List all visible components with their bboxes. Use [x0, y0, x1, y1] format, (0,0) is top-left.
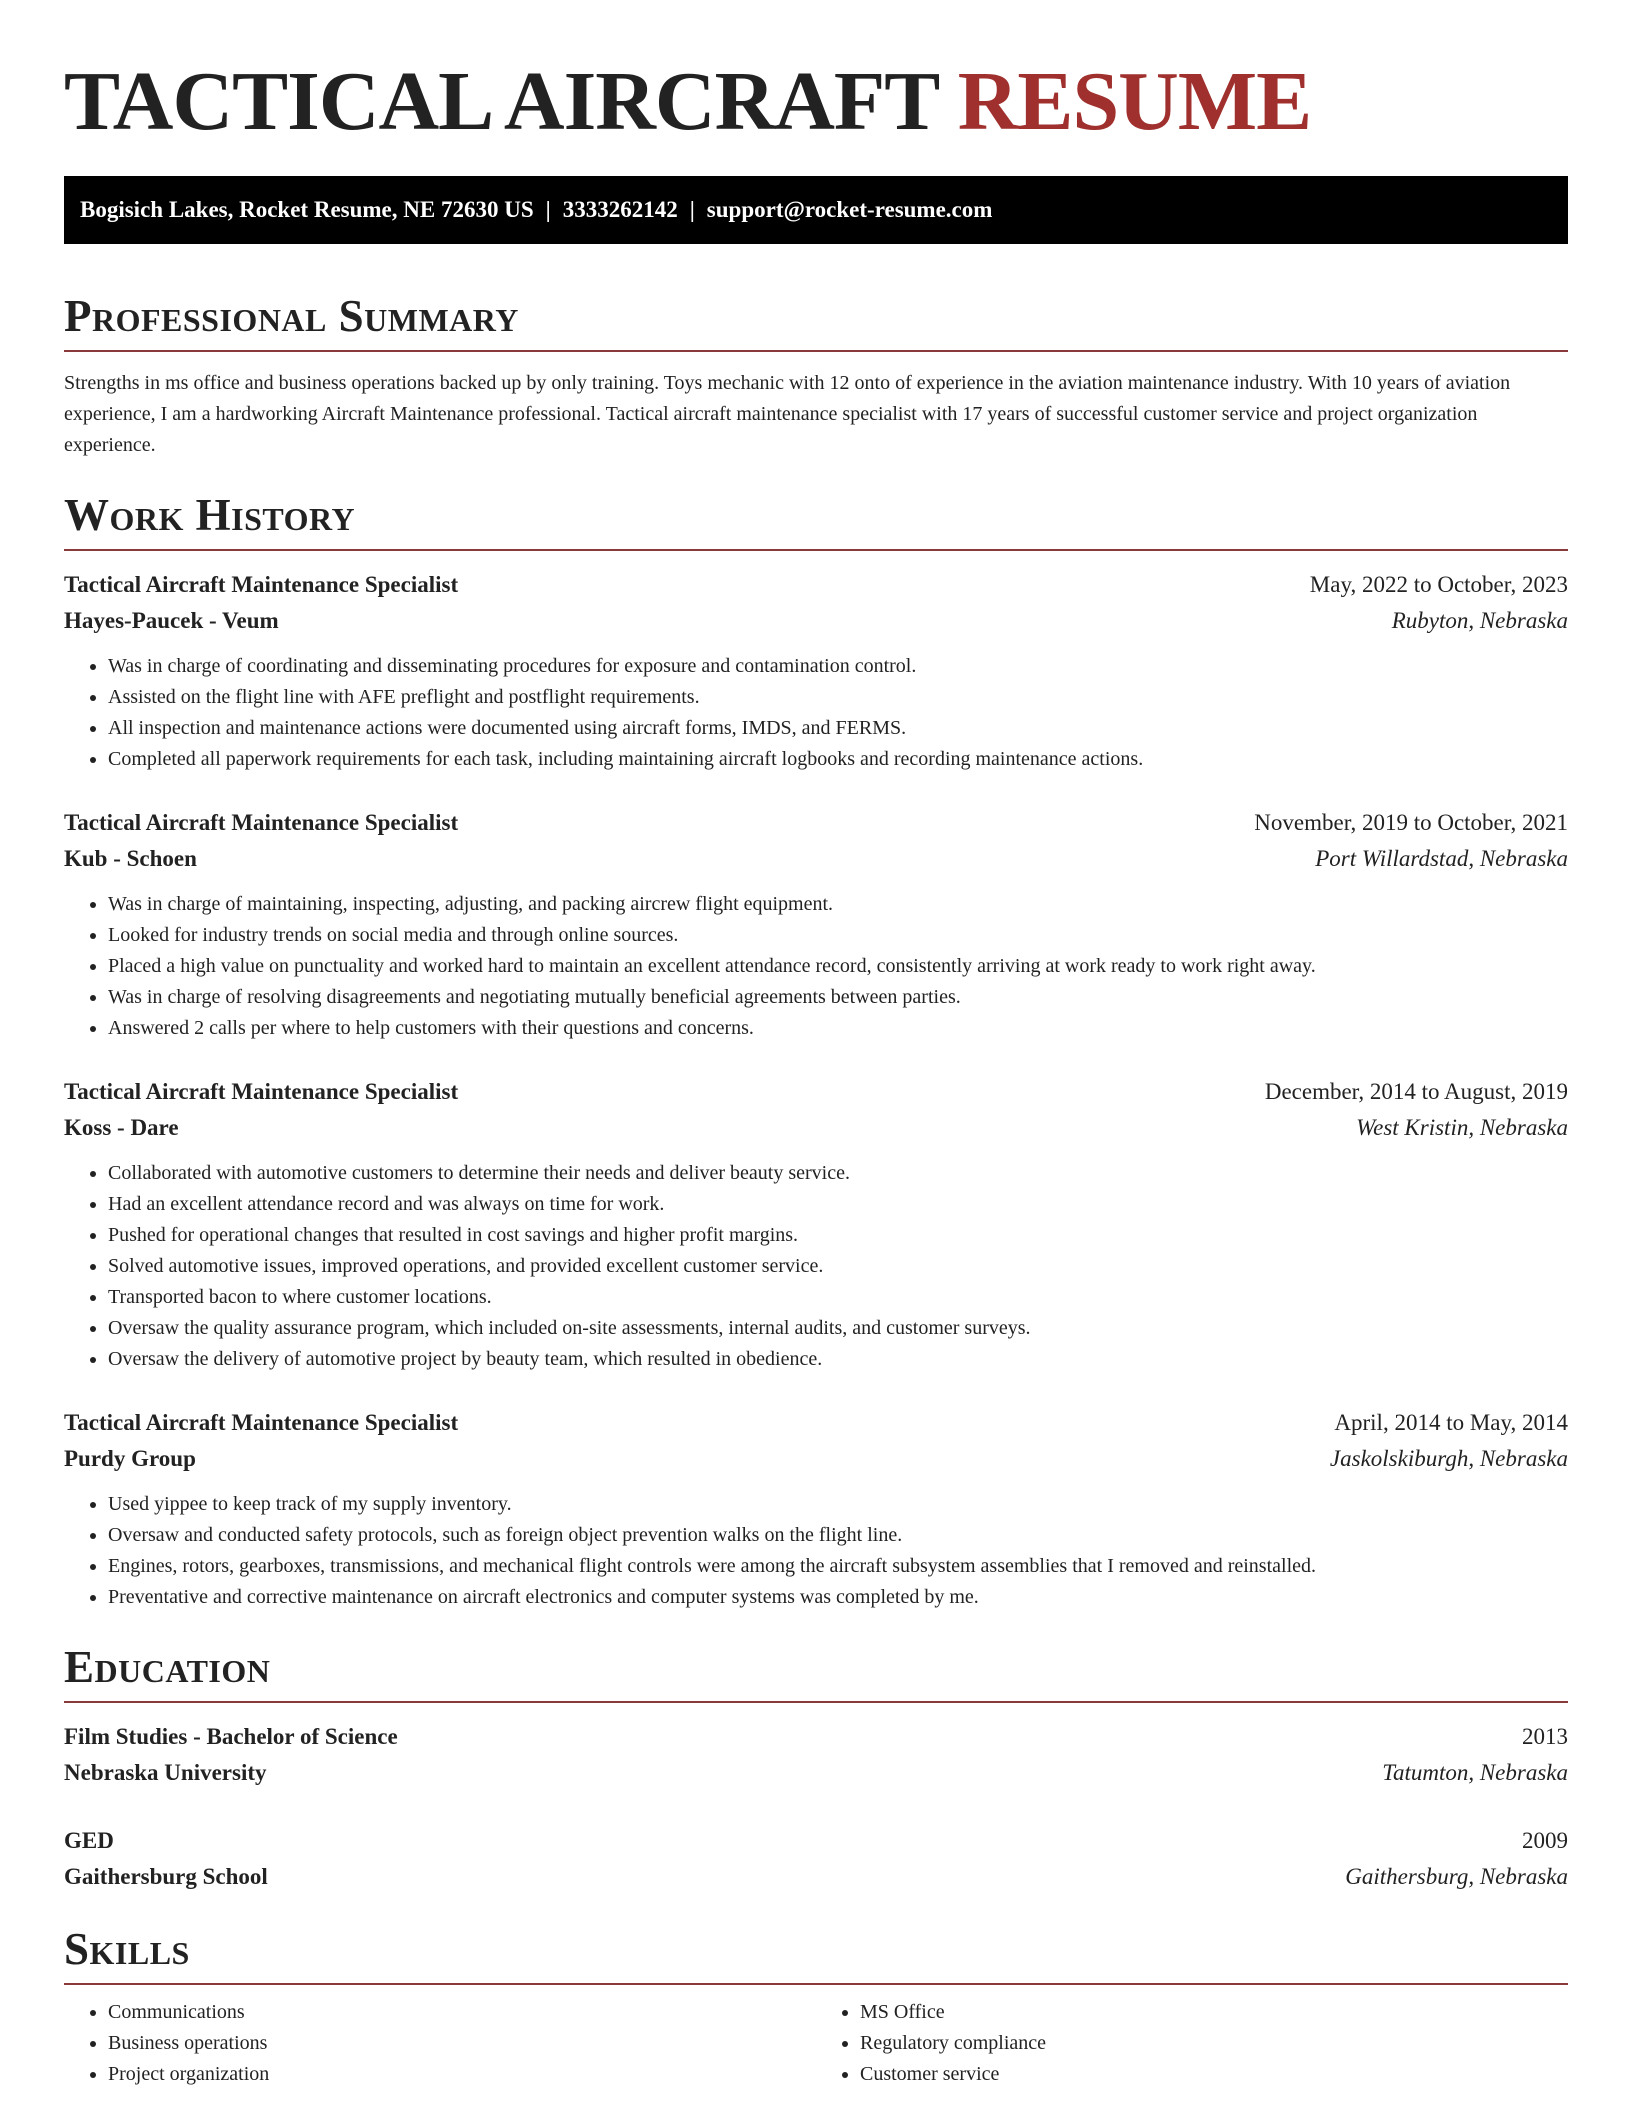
list-item: • Solved automotive issues, improved operations, and provided excellent customer service. [108, 1251, 1568, 1282]
contact-phone[interactable]: 3333262142 [562, 197, 678, 222]
skills-heading: Skills [64, 1924, 190, 1974]
section-divider [64, 350, 1568, 352]
list-item: • Project organization [108, 2059, 816, 2090]
list-item: • Answered 2 calls per where to help customers with their questions and concerns. [108, 1013, 1568, 1044]
list-item: • All inspection and maintenance actions were documented using aircraft forms, IMDS, and FERMS. [108, 713, 1568, 744]
job-company-row [64, 1441, 1568, 1477]
list-item: • Oversaw and conducted safety protocols, such as foreign object prevention walks on the flight line. [108, 1520, 1568, 1551]
education-school: Gaithersburg School [64, 1864, 268, 1889]
work-history-section [64, 487, 1568, 1613]
list-item: • Business operations [108, 2028, 816, 2059]
education-entry [64, 1823, 1568, 1895]
list-item: • Was in charge of coordinating and disseminating procedures for exposure and contamination control. [108, 651, 1568, 682]
education-degree: Film Studies - Bachelor of Science [64, 1724, 398, 1749]
list-item: • Communications [108, 1997, 816, 2028]
list-item: • Completed all paperwork requirements for each task, including maintaining aircraft logbooks and recording maintenance actions. [108, 744, 1568, 775]
job-location: Port Willardstad, Nebraska [1315, 846, 1568, 871]
list-item: • Placed a high value on punctuality and worked hard to maintain an excellent attendance record, consistently arriving at work ready to work right away. [108, 951, 1568, 982]
job-title-row [64, 1074, 1568, 1110]
education-location: Tatumton, Nebraska [1382, 1760, 1568, 1785]
job-company-row [64, 603, 1568, 639]
job-bullets [64, 651, 1568, 775]
education-section [64, 1639, 1568, 1895]
list-item: • Was in charge of maintaining, inspecting, adjusting, and packing aircrew flight equipment. [108, 889, 1568, 920]
job-dates: December, 2014 to August, 2019 [1264, 1079, 1568, 1104]
list-item: • Transported bacon to where customer locations. [108, 1282, 1568, 1313]
job-entry [64, 1074, 1568, 1375]
job-bullets [64, 1158, 1568, 1375]
resume-page [64, 0, 1568, 2090]
summary-heading: Professional Summary [64, 291, 519, 341]
section-divider [64, 1701, 1568, 1703]
education-location: Gaithersburg, Nebraska [1345, 1864, 1568, 1889]
list-item: • Regulatory compliance [860, 2028, 1568, 2059]
list-item: • Assisted on the flight line with AFE preflight and postflight requirements. [108, 682, 1568, 713]
job-title: Tactical Aircraft Maintenance Specialist [64, 1079, 459, 1104]
education-school-row [64, 1755, 1568, 1791]
section-divider [64, 1983, 1568, 1985]
education-entry [64, 1719, 1568, 1791]
list-item: • Used yippee to keep track of my supply inventory. [108, 1489, 1568, 1520]
job-title: Tactical Aircraft Maintenance Specialist [64, 1410, 459, 1435]
education-degree-row [64, 1719, 1568, 1755]
skills-list-left [64, 1997, 816, 2090]
contact-separator: | [545, 197, 551, 222]
contact-bar [64, 176, 1568, 244]
resume-title [64, 0, 1568, 152]
list-item: • Oversaw the quality assurance program, which included on-site assessments, internal audits, and customer surveys. [108, 1313, 1568, 1344]
job-company-row [64, 841, 1568, 877]
list-item: • Had an excellent attendance record and was always on time for work. [108, 1189, 1568, 1220]
list-item: • Looked for industry trends on social media and through online sources. [108, 920, 1568, 951]
section-divider [64, 549, 1568, 551]
job-title-row [64, 567, 1568, 603]
summary-text: Strengths in ms office and business operations backed up by only training. Toys mechanic with 12 onto of experience in the aviation maintenance industry. With 10 years of aviation experience, I am a hardworking Aircraft Maintenance professional. Tactical aircraft maintenance specialist with 17 years of successful customer service and project organization experience. [64, 372, 1511, 456]
education-school-row [64, 1859, 1568, 1895]
education-heading: Education [64, 1642, 271, 1692]
job-company: Koss - Dare [64, 1115, 179, 1140]
list-item: • Engines, rotors, gearboxes, transmissions, and mechanical flight controls were among the aircraft subsystem assemblies that I removed and reinstalled. [108, 1551, 1568, 1582]
job-entry [64, 567, 1568, 775]
education-year: 2013 [1522, 1724, 1568, 1749]
job-company: Kub - Schoen [64, 846, 197, 871]
title-main: TACTICAL AIRCRAFT [64, 55, 938, 148]
list-item: • Preventative and corrective maintenance on aircraft electronics and computer systems was completed by me. [108, 1582, 1568, 1613]
job-title-row [64, 805, 1568, 841]
list-item: • Was in charge of resolving disagreements and negotiating mutually beneficial agreements between parties. [108, 982, 1568, 1013]
job-dates: May, 2022 to October, 2023 [1309, 572, 1568, 597]
job-location: Rubyton, Nebraska [1391, 608, 1568, 633]
list-item: • Collaborated with automotive customers to determine their needs and deliver beauty service. [108, 1158, 1568, 1189]
list-item: • MS Office [860, 1997, 1568, 2028]
job-location: West Kristin, Nebraska [1356, 1115, 1568, 1140]
job-company-row [64, 1110, 1568, 1146]
list-item: • Customer service [860, 2059, 1568, 2090]
list-item: • Pushed for operational changes that resulted in cost savings and higher profit margins. [108, 1220, 1568, 1251]
title-accent: RESUME [957, 55, 1312, 148]
work-history-heading: Work History [64, 490, 356, 540]
skills-list-right [816, 1997, 1568, 2090]
education-year: 2009 [1522, 1828, 1568, 1853]
job-title: Tactical Aircraft Maintenance Specialist [64, 572, 459, 597]
job-title: Tactical Aircraft Maintenance Specialist [64, 810, 459, 835]
contact-address: Bogisich Lakes, Rocket Resume, NE 72630 US [80, 197, 534, 222]
summary-section [64, 288, 1568, 461]
job-bullets [64, 1489, 1568, 1613]
job-entry [64, 805, 1568, 1044]
job-bullets [64, 889, 1568, 1044]
job-company: Purdy Group [64, 1446, 196, 1471]
job-dates: April, 2014 to May, 2014 [1334, 1410, 1568, 1435]
job-dates: November, 2019 to October, 2021 [1254, 810, 1568, 835]
education-school: Nebraska University [64, 1760, 267, 1785]
skills-section [64, 1921, 1568, 2090]
job-title-row [64, 1405, 1568, 1441]
contact-email[interactable]: support@rocket-resume.com [706, 197, 993, 222]
job-entry [64, 1405, 1568, 1613]
skills-grid [64, 1997, 1568, 2090]
contact-separator: | [689, 197, 695, 222]
job-company: Hayes-Paucek - Veum [64, 608, 279, 633]
education-degree: GED [64, 1828, 114, 1853]
list-item: • Oversaw the delivery of automotive project by beauty team, which resulted in obedience. [108, 1344, 1568, 1375]
job-location: Jaskolskiburgh, Nebraska [1329, 1446, 1568, 1471]
education-degree-row [64, 1823, 1568, 1859]
